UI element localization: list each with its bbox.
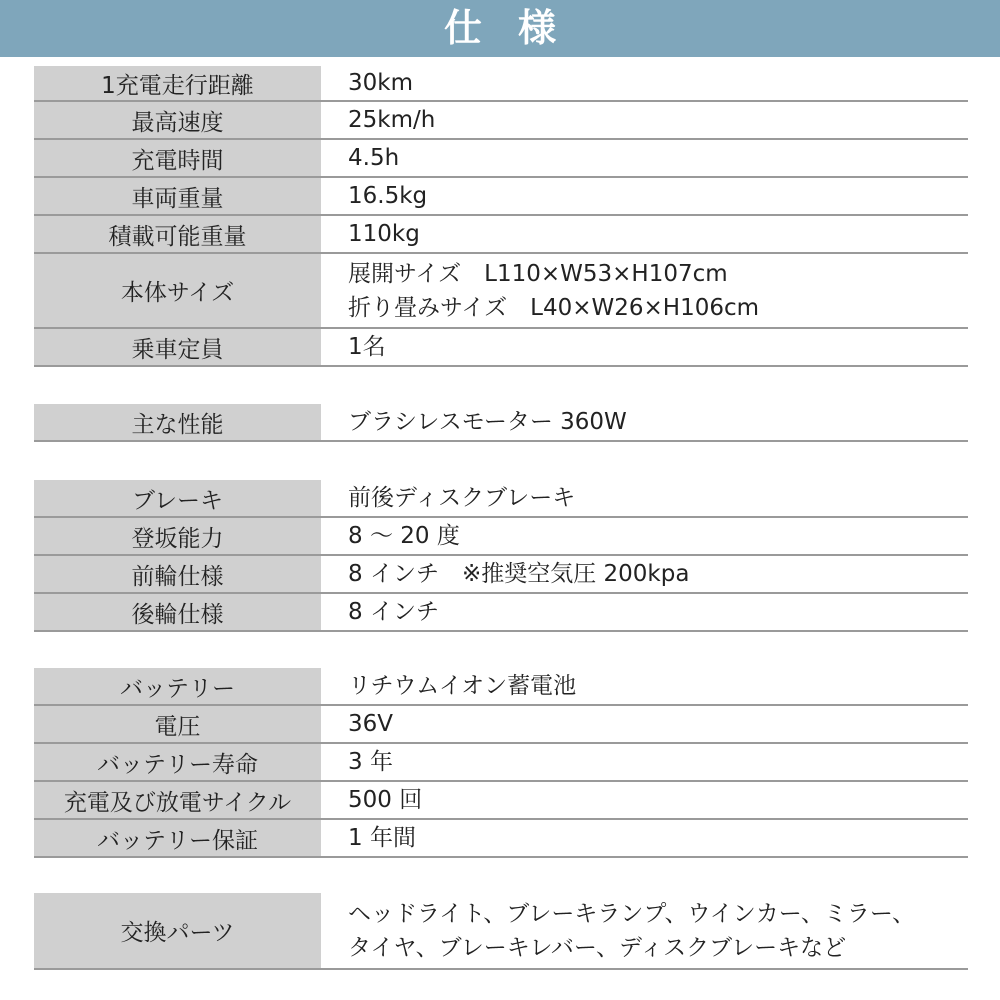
spec-row bbox=[34, 820, 968, 858]
spec-row bbox=[34, 893, 968, 970]
spec-value-line: 8 インチ ※推奨空気圧 200kpa bbox=[348, 561, 690, 587]
spec-label: 電圧 bbox=[34, 706, 321, 742]
spec-row bbox=[34, 404, 968, 442]
spec-value-line: 折り畳みサイズ L40×W26×H106cm bbox=[348, 294, 760, 321]
spec-value bbox=[348, 893, 968, 968]
spec-value bbox=[348, 404, 968, 440]
spec-value bbox=[348, 518, 968, 554]
spec-value-line: 500 回 bbox=[348, 787, 423, 813]
spec-row bbox=[34, 744, 968, 782]
spec-row bbox=[34, 518, 968, 556]
spec-row bbox=[34, 706, 968, 744]
spec-value-line: ヘッドライト、ブレーキランプ、ウインカー、ミラー、 bbox=[348, 900, 915, 927]
spec-label: 後輪仕様 bbox=[34, 594, 321, 630]
spec-value bbox=[348, 744, 968, 780]
spec-label: 充電及び放電サイクル bbox=[34, 782, 321, 818]
spec-value-line: リチウムイオン蓄電池 bbox=[348, 673, 577, 699]
spec-value bbox=[348, 178, 968, 214]
spec-value bbox=[348, 329, 968, 365]
spec-value bbox=[348, 66, 968, 100]
spec-row bbox=[34, 480, 968, 518]
spec-label: 車両重量 bbox=[34, 178, 321, 214]
spec-row bbox=[34, 668, 968, 706]
spec-value-line: 3 年 bbox=[348, 749, 393, 775]
spec-value-line: 1名 bbox=[348, 334, 386, 360]
spec-value bbox=[348, 480, 968, 516]
spec-label: バッテリー寿命 bbox=[34, 744, 321, 780]
spec-label: 乗車定員 bbox=[34, 329, 321, 365]
spec-label: バッテリー保証 bbox=[34, 820, 321, 856]
spec-label: 1充電走行距離 bbox=[34, 66, 321, 100]
spec-label: 最高速度 bbox=[34, 102, 321, 138]
spec-row bbox=[34, 66, 968, 102]
spec-value-line: タイヤ、ブレーキレバー、ディスクブレーキなど bbox=[348, 934, 847, 961]
spec-value-line: 4.5h bbox=[348, 145, 400, 171]
spec-label: 前輪仕様 bbox=[34, 556, 321, 592]
spec-value-line: 36V bbox=[348, 711, 394, 737]
spec-row bbox=[34, 556, 968, 594]
spec-value bbox=[348, 668, 968, 704]
spec-row bbox=[34, 329, 968, 367]
spec-value-line: 25km/h bbox=[348, 107, 436, 133]
spec-value bbox=[348, 216, 968, 252]
spec-value-line: 展開サイズ L110×W53×H107cm bbox=[348, 260, 728, 287]
spec-label: 本体サイズ bbox=[34, 254, 321, 327]
spec-value-line: 前後ディスクブレーキ bbox=[348, 485, 576, 511]
spec-value bbox=[348, 594, 968, 630]
spec-value bbox=[348, 556, 968, 592]
spec-value-line: 110kg bbox=[348, 221, 420, 247]
spec-value-line: ブラシレスモーター 360W bbox=[348, 409, 627, 435]
spec-table bbox=[34, 0, 968, 1000]
spec-label: バッテリー bbox=[34, 668, 321, 704]
spec-value bbox=[348, 102, 968, 138]
page-title: 仕様 bbox=[443, 6, 592, 50]
spec-row bbox=[34, 594, 968, 632]
spec-label: 主な性能 bbox=[34, 404, 321, 440]
spec-value bbox=[348, 820, 968, 856]
spec-value bbox=[348, 254, 968, 327]
spec-value-line: 8 〜 20 度 bbox=[348, 523, 460, 549]
spec-value bbox=[348, 140, 968, 176]
spec-label: 交換パーツ bbox=[34, 893, 321, 968]
spec-value bbox=[348, 706, 968, 742]
spec-value-line: 1 年間 bbox=[348, 825, 416, 851]
spec-value-line: 30km bbox=[348, 70, 413, 96]
spec-label: 登坂能力 bbox=[34, 518, 321, 554]
spec-row bbox=[34, 216, 968, 254]
spec-value-line: 8 インチ bbox=[348, 599, 439, 625]
spec-value-line: 16.5kg bbox=[348, 183, 428, 209]
spec-label: 充電時間 bbox=[34, 140, 321, 176]
spec-row bbox=[34, 178, 968, 216]
spec-row bbox=[34, 140, 968, 178]
spec-label: ブレーキ bbox=[34, 480, 321, 516]
spec-row bbox=[34, 102, 968, 140]
spec-row bbox=[34, 782, 968, 820]
spec-row bbox=[34, 254, 968, 329]
spec-value bbox=[348, 782, 968, 818]
spec-label: 積載可能重量 bbox=[34, 216, 321, 252]
